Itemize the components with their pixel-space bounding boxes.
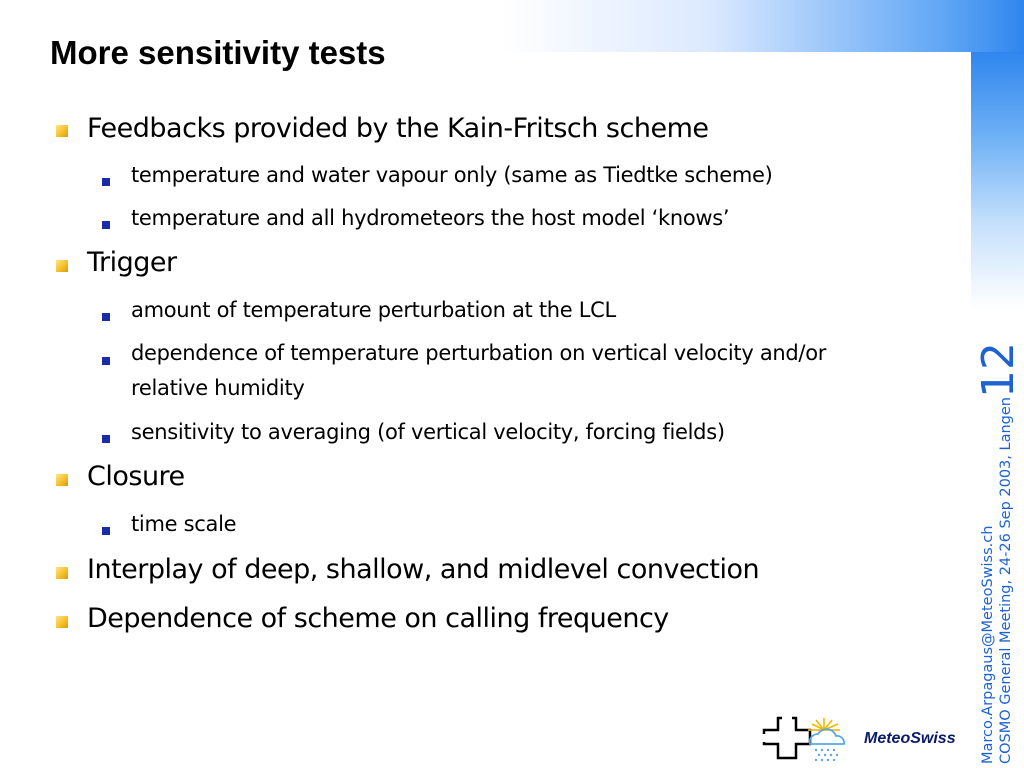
bullet-item-level1: Closure	[87, 461, 185, 492]
bullet-marker-level1	[56, 567, 68, 579]
bullet-item-level2: dependence of temperature perturbation on vertical velocity and/or relative humidity	[131, 341, 827, 400]
bullet-item-level1: Dependence of scheme on calling frequency	[87, 603, 669, 634]
bullet-marker-level2	[102, 435, 110, 443]
bullet-item-level2: amount of temperature perturbation at the LCL	[131, 298, 616, 322]
bullet-item-level1: Interplay of deep, shallow, and midlevel convection	[87, 554, 760, 585]
bullet-marker-level2	[102, 221, 110, 229]
bullet-item-level2: sensitivity to averaging (of vertical velocity, forcing fields)	[131, 420, 725, 444]
header-gradient-bar	[500, 0, 1024, 52]
footer-email: Marco.Arpagaus@MeteoSwiss.ch	[980, 525, 996, 764]
bullet-item-level1: Trigger	[87, 247, 177, 278]
bullet-marker-level1	[56, 125, 68, 137]
logo-text: MeteoSwiss	[864, 730, 956, 747]
bullet-marker-level1	[56, 260, 68, 272]
bullet-item-level1: Feedbacks provided by the Kain-Fritsch scheme	[87, 113, 709, 144]
footer-event: COSMO General Meeting, 24-26 Sep 2003, Langen	[998, 397, 1014, 764]
slide-title: More sensitivity tests	[50, 34, 386, 71]
bullet-marker-level2	[102, 313, 110, 321]
bullet-item-level2: temperature and water vapour only (same as Tiedtke scheme)	[131, 163, 773, 187]
bullet-marker-level1	[56, 474, 68, 486]
bullet-marker-level2	[102, 357, 110, 365]
bullet-marker-level2	[102, 178, 110, 186]
bullet-marker-level2	[102, 527, 110, 535]
page-number: 12	[972, 342, 1024, 398]
bullet-item-level2: time scale	[131, 512, 237, 536]
bullet-marker-level1	[56, 616, 68, 628]
bullet-item-level2: temperature and all hydrometeors the host model ‘knows’	[131, 206, 730, 230]
